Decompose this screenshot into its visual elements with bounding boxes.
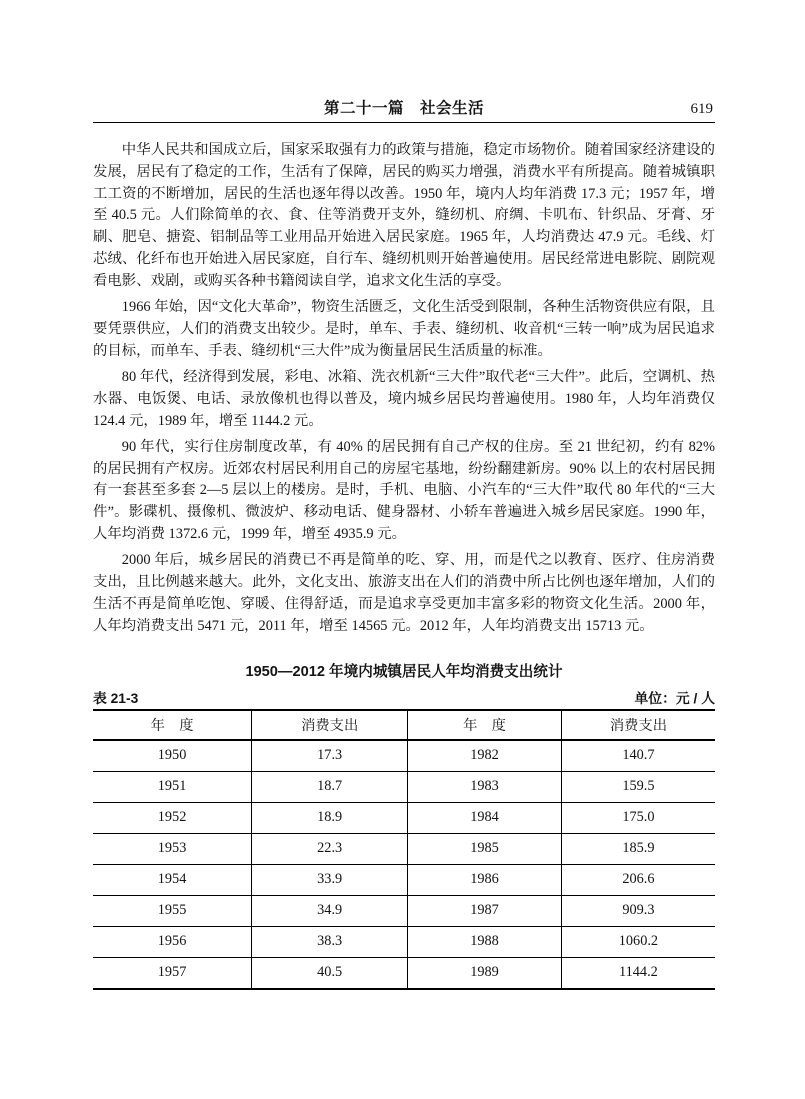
year-cell: 1983 bbox=[408, 771, 562, 802]
year-cell: 1951 bbox=[93, 771, 252, 802]
table-row bbox=[93, 957, 715, 989]
col-header-year-right: 年 度 bbox=[408, 710, 562, 740]
table-row bbox=[93, 833, 715, 864]
expenditure-cell: 17.3 bbox=[252, 740, 408, 772]
paragraph-5: 2000 年后，城乡居民的消费已不再是简单的吃、穿、用，而是代之以教育、医疗、住房消费支出，且比例越来越大。此外，文化支出、旅游支出在人们的消费中所占比例也逐年增加，人们的生活不再是简单吃饱、穿暖、住得舒适，而是追求享受更加丰富多彩的物资文化生活。2000 年，人年均消费支出 5471 元，2011 年，增至 14565 元。2012 年，人年均消费支出 15713 元。 bbox=[93, 552, 715, 634]
page-content bbox=[93, 0, 715, 990]
table-row bbox=[93, 740, 715, 772]
year-cell: 1952 bbox=[93, 802, 252, 833]
year-cell: 1985 bbox=[408, 833, 562, 864]
expenditure-cell: 140.7 bbox=[561, 740, 715, 772]
year-cell: 1982 bbox=[408, 740, 562, 772]
year-cell: 1987 bbox=[408, 895, 562, 926]
paragraph-1: 中华人民共和国成立后，国家采取强有力的政策与措施，稳定市场物价。随着国家经济建设的发展，居民有了稳定的工作，生活有了保障，居民的购买力增强，消费水平有所提高。随着城镇职工工资的不断增加，居民的生活也逐年得以改善。1950 年，境内人均年消费 17.3 元；1957 年，增至 40.5 元。人们除简单的衣、食、住等消费开支外，缝纫机、府绸、卡叽布、针织品、牙膏、牙刷、肥皂、搪瓷、铝制品等工业用品开始进入居民家庭。1965 年，人均消费达 47.9 元。毛线、灯芯绒、化纤布也开始进入居民家庭，自行车、缝纫机则开始普遍使用。居民经常进电影院、剧院观看电影、戏剧，或购买各种书籍阅读自学，追求文化生活的享受。 bbox=[93, 142, 715, 289]
table-row bbox=[93, 864, 715, 895]
body-text bbox=[93, 140, 715, 638]
expenditure-cell: 909.3 bbox=[561, 895, 715, 926]
expenditure-cell: 1060.2 bbox=[561, 926, 715, 957]
expenditure-cell: 40.5 bbox=[252, 957, 408, 989]
expenditure-cell: 18.9 bbox=[252, 802, 408, 833]
paragraph-4: 90 年代，实行住房制度改革，有 40% 的居民拥有自己产权的住房。至 21 世纪初，约有 82% 的居民拥有产权房。近郊农村居民利用自己的房屋宅基地，纷纷翻建新房。90% 以上的农村居民拥有一套甚至多套 2—5 层以上的楼房。是时，手机、电脑、小汽车的“三大件”取代 80 年代的“三大件”。影碟机、摄像机、微波炉、移动电话、健身器材、小轿车普遍进入城乡居民家庭。1990 年，人年均消费 1372.6 元，1999 年，增至 4935.9 元。 bbox=[93, 438, 715, 543]
table-row bbox=[93, 802, 715, 833]
table-row bbox=[93, 926, 715, 957]
year-cell: 1956 bbox=[93, 926, 252, 957]
year-cell: 1950 bbox=[93, 740, 252, 772]
expenditure-cell: 185.9 bbox=[561, 833, 715, 864]
expenditure-cell: 206.6 bbox=[561, 864, 715, 895]
expenditure-cell: 38.3 bbox=[252, 926, 408, 957]
year-cell: 1989 bbox=[408, 957, 562, 989]
table-header-row bbox=[93, 710, 715, 740]
year-cell: 1955 bbox=[93, 895, 252, 926]
year-cell: 1986 bbox=[408, 864, 562, 895]
page-header bbox=[93, 0, 715, 122]
year-cell: 1988 bbox=[408, 926, 562, 957]
expenditure-cell: 22.3 bbox=[252, 833, 408, 864]
expenditure-cell: 18.7 bbox=[252, 771, 408, 802]
expenditure-cell: 33.9 bbox=[252, 864, 408, 895]
consumption-table bbox=[93, 709, 715, 990]
table-title: 1950—2012 年境内城镇居民人年均消费支出统计 bbox=[245, 663, 563, 680]
page-number: 619 bbox=[690, 101, 713, 117]
expenditure-cell: 159.5 bbox=[561, 771, 715, 802]
expenditure-cell: 34.9 bbox=[252, 895, 408, 926]
chapter-title: 第二十一篇 社会生活 bbox=[323, 100, 484, 117]
table-row bbox=[93, 771, 715, 802]
expenditure-cell: 175.0 bbox=[561, 802, 715, 833]
year-cell: 1957 bbox=[93, 957, 252, 989]
table-unit: 单位：元 / 人 bbox=[634, 690, 715, 706]
col-header-expenditure-right: 消费支出 bbox=[561, 710, 715, 740]
year-cell: 1953 bbox=[93, 833, 252, 864]
paragraph-2: 1966 年始，因“文化大革命”，物资生活匮乏，文化生活受到限制，各种生活物资供应有限，且要凭票供应，人们的消费支出较少。是时，单车、手表、缝纫机、收音机“三转一响”成为居民追求的目标，而单车、手表、缝纫机“三大件”成为衡量居民生活质量的标准。 bbox=[93, 299, 715, 359]
col-header-expenditure-left: 消费支出 bbox=[252, 710, 408, 740]
year-cell: 1954 bbox=[93, 864, 252, 895]
year-cell: 1984 bbox=[408, 802, 562, 833]
col-header-year-left: 年 度 bbox=[93, 710, 252, 740]
table-label: 表 21-3 bbox=[93, 690, 139, 706]
table-row bbox=[93, 895, 715, 926]
table-meta bbox=[93, 687, 715, 707]
paragraph-3: 80 年代，经济得到发展，彩电、冰箱、洗衣机新“三大件”取代老“三大件”。此后，空调机、热水器、电饭煲、电话、录放像机也得以普及，境内城乡居民均普遍使用。1980 年，人均年消费仅 124.4 元，1989 年，增至 1144.2 元。 bbox=[93, 368, 715, 429]
header-rule bbox=[93, 122, 715, 123]
expenditure-cell: 1144.2 bbox=[561, 957, 715, 989]
